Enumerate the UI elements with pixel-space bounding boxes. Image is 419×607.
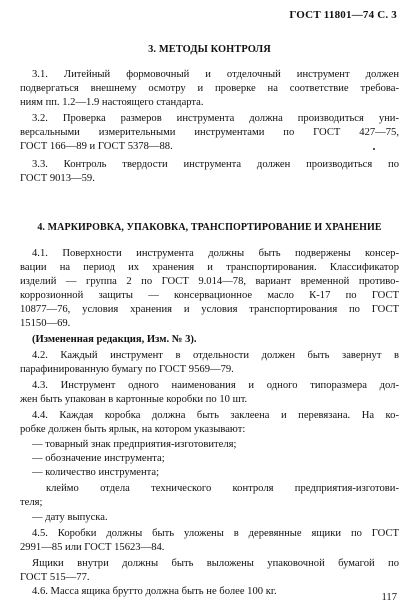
paragraph-line: жен быть упакован в картонные коробки по 10 шт.	[20, 394, 248, 405]
paragraph-line: робке должен быть ярлык, на котором указывают:	[20, 424, 246, 435]
paragraph-line: ГОСТ 515—77.	[20, 572, 90, 583]
paragraph-line: 4.2. Каждый инструмент в отдельности должен быть завернут в	[32, 350, 399, 361]
paragraph-line: подвергаться внешнему осмотру и проверке на соответствие требова-	[20, 83, 399, 94]
amendment-note: (Измененная редакция, Изм. № 3).	[32, 334, 197, 345]
paragraph-line: ниям пп. 1.2—1.9 настоящего стандарта.	[20, 97, 204, 108]
list-item: клеймо отдела технического контроля предприятия-изготови-	[46, 483, 399, 494]
paragraph-line: парафинированную бумагу по ГОСТ 9569—79.	[20, 364, 234, 375]
paragraph-line: коррозионной защиты — консервационное масло К-17 по ГОСТ	[20, 290, 399, 301]
list-item-continuation: теля;	[20, 497, 43, 508]
paragraph-line: 3.2. Проверка размеров инструмента должна производиться уни-	[32, 113, 399, 124]
paragraph-line: 15150—69.	[20, 318, 71, 329]
paragraph-line: Ящики внутри должны быть выложены упаковочной бумагой по	[32, 558, 399, 569]
page-header: ГОСТ 11801—74 С. 3	[289, 9, 397, 21]
list-item: — дату выпуска.	[32, 512, 108, 523]
section-3-heading: 3. МЕТОДЫ КОНТРОЛЯ	[148, 44, 271, 55]
paragraph-line: ГОСТ 9013—59.	[20, 173, 95, 184]
paragraph-line: 2991—85 или ГОСТ 15623—84.	[20, 542, 165, 553]
paragraph-line: 4.5. Коробки должны быть уложены в деревянные ящики по ГОСТ	[32, 528, 399, 539]
print-speck	[373, 148, 375, 150]
paragraph-line: 3.3. Контроль твердости инструмента должен производиться по	[32, 159, 399, 170]
list-item: — товарный знак предприятия-изготовителя;	[32, 439, 237, 450]
page-number: 117	[381, 592, 397, 603]
list-item: — обозначение инструмента;	[32, 453, 165, 464]
paragraph-line: 4.3. Инструмент одного наименования и одного типоразмера дол-	[32, 380, 399, 391]
paragraph-line: 4.4. Каждая коробка должна быть заклеена и перевязана. На ко-	[32, 410, 399, 421]
section-4-heading: 4. МАРКИРОВКА, УПАКОВКА, ТРАНСПОРТИРОВАНИЕ И ХРАНЕНИЕ	[37, 222, 382, 233]
list-item: — количество инструмента;	[32, 467, 160, 478]
paragraph-line: 10877—76, условия хранения и условия транспортирования по ГОСТ	[20, 304, 399, 315]
paragraph-line: 4.1. Поверхности инструмента должны быть подвержены консер-	[32, 248, 399, 259]
paragraph-line: изделий — группа 2 по ГОСТ 9.014—78, вариант временной противо-	[20, 276, 399, 287]
paragraph-line: ГОСТ 166—89 и ГОСТ 5378—88.	[20, 141, 173, 152]
paragraph-line: версальными измерительными инструментами по ГОСТ 427—75,	[20, 127, 399, 138]
paragraph-line: 3.1. Литейный формовочный и отделочный инструмент должен	[32, 69, 399, 80]
paragraph-line: вации на период их хранения и транспортирования. Классификатор	[20, 262, 399, 273]
paragraph-line: 4.6. Масса ящика брутто должна быть не более 100 кг.	[32, 586, 277, 597]
